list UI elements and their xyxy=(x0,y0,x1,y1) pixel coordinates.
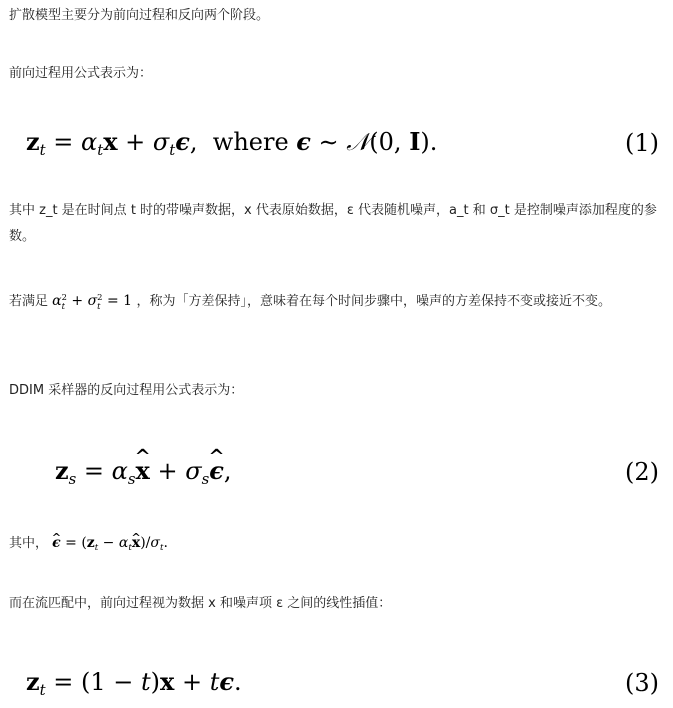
equation-3 xyxy=(0,658,673,708)
forward-process-intro: 前向过程用公式表示为： xyxy=(9,66,153,81)
equation-3-number: (3) xyxy=(625,669,659,697)
equation-2-number: (2) xyxy=(625,458,659,486)
equation-1-body: $z_t = \alpha_tx + \sigma_t\epsilon$, where ϵ ∼ 𝒩(0, I). xyxy=(26,126,438,160)
variance-preserving-paragraph: 若满足 $\alpha^2$ t + $\sigma^2$ t = 1 ，称为「方差保持」，意味着在每个时间步骤中，噪声的方差保持不变或接近不变。 xyxy=(9,292,612,311)
equation-1 xyxy=(0,118,673,168)
intro-paragraph: 扩散模型主要分为前向过程和反向两个阶段。 xyxy=(9,8,270,23)
variable-explanation: 其中 z_t 是在时间点 t 时的带噪声数据，x 代表原始数据，ε 代表随机噪声，a_t 和 σ_t 是控制噪声添加程度的参数。 xyxy=(9,203,657,244)
flow-matching-intro: 而在流匹配中，前向过程视为数据 x 和噪声项 ε 之间的线性插值： xyxy=(9,596,392,611)
equation-1-number: (1) xyxy=(625,129,659,157)
epsilon-hat-definition: 其中， ^ $\epsilon = (z_t$ − $\alpha_t\^{}$ $x)/\sigma_t$. xyxy=(9,530,669,561)
equation-2 xyxy=(0,447,673,497)
epsilon-hat-formula: ^ $\epsilon = (z_t$ − $\alpha_t\^{}$ $x)/\sigma_t$. xyxy=(52,535,168,551)
equation-2-body: $z_s$ = $\alpha_s\^{}$ $x + \sigma_s\^{}$ ϵ, xyxy=(55,456,232,488)
ddim-intro: DDIM 采样器的反向过程用公式表示为： xyxy=(9,383,244,398)
equation-3-body: $z_t = (1 - t)x + t\epsilon$. xyxy=(26,666,242,700)
variance-formula: $\alpha^2$ t + $\sigma^2$ t = 1 xyxy=(52,292,133,311)
